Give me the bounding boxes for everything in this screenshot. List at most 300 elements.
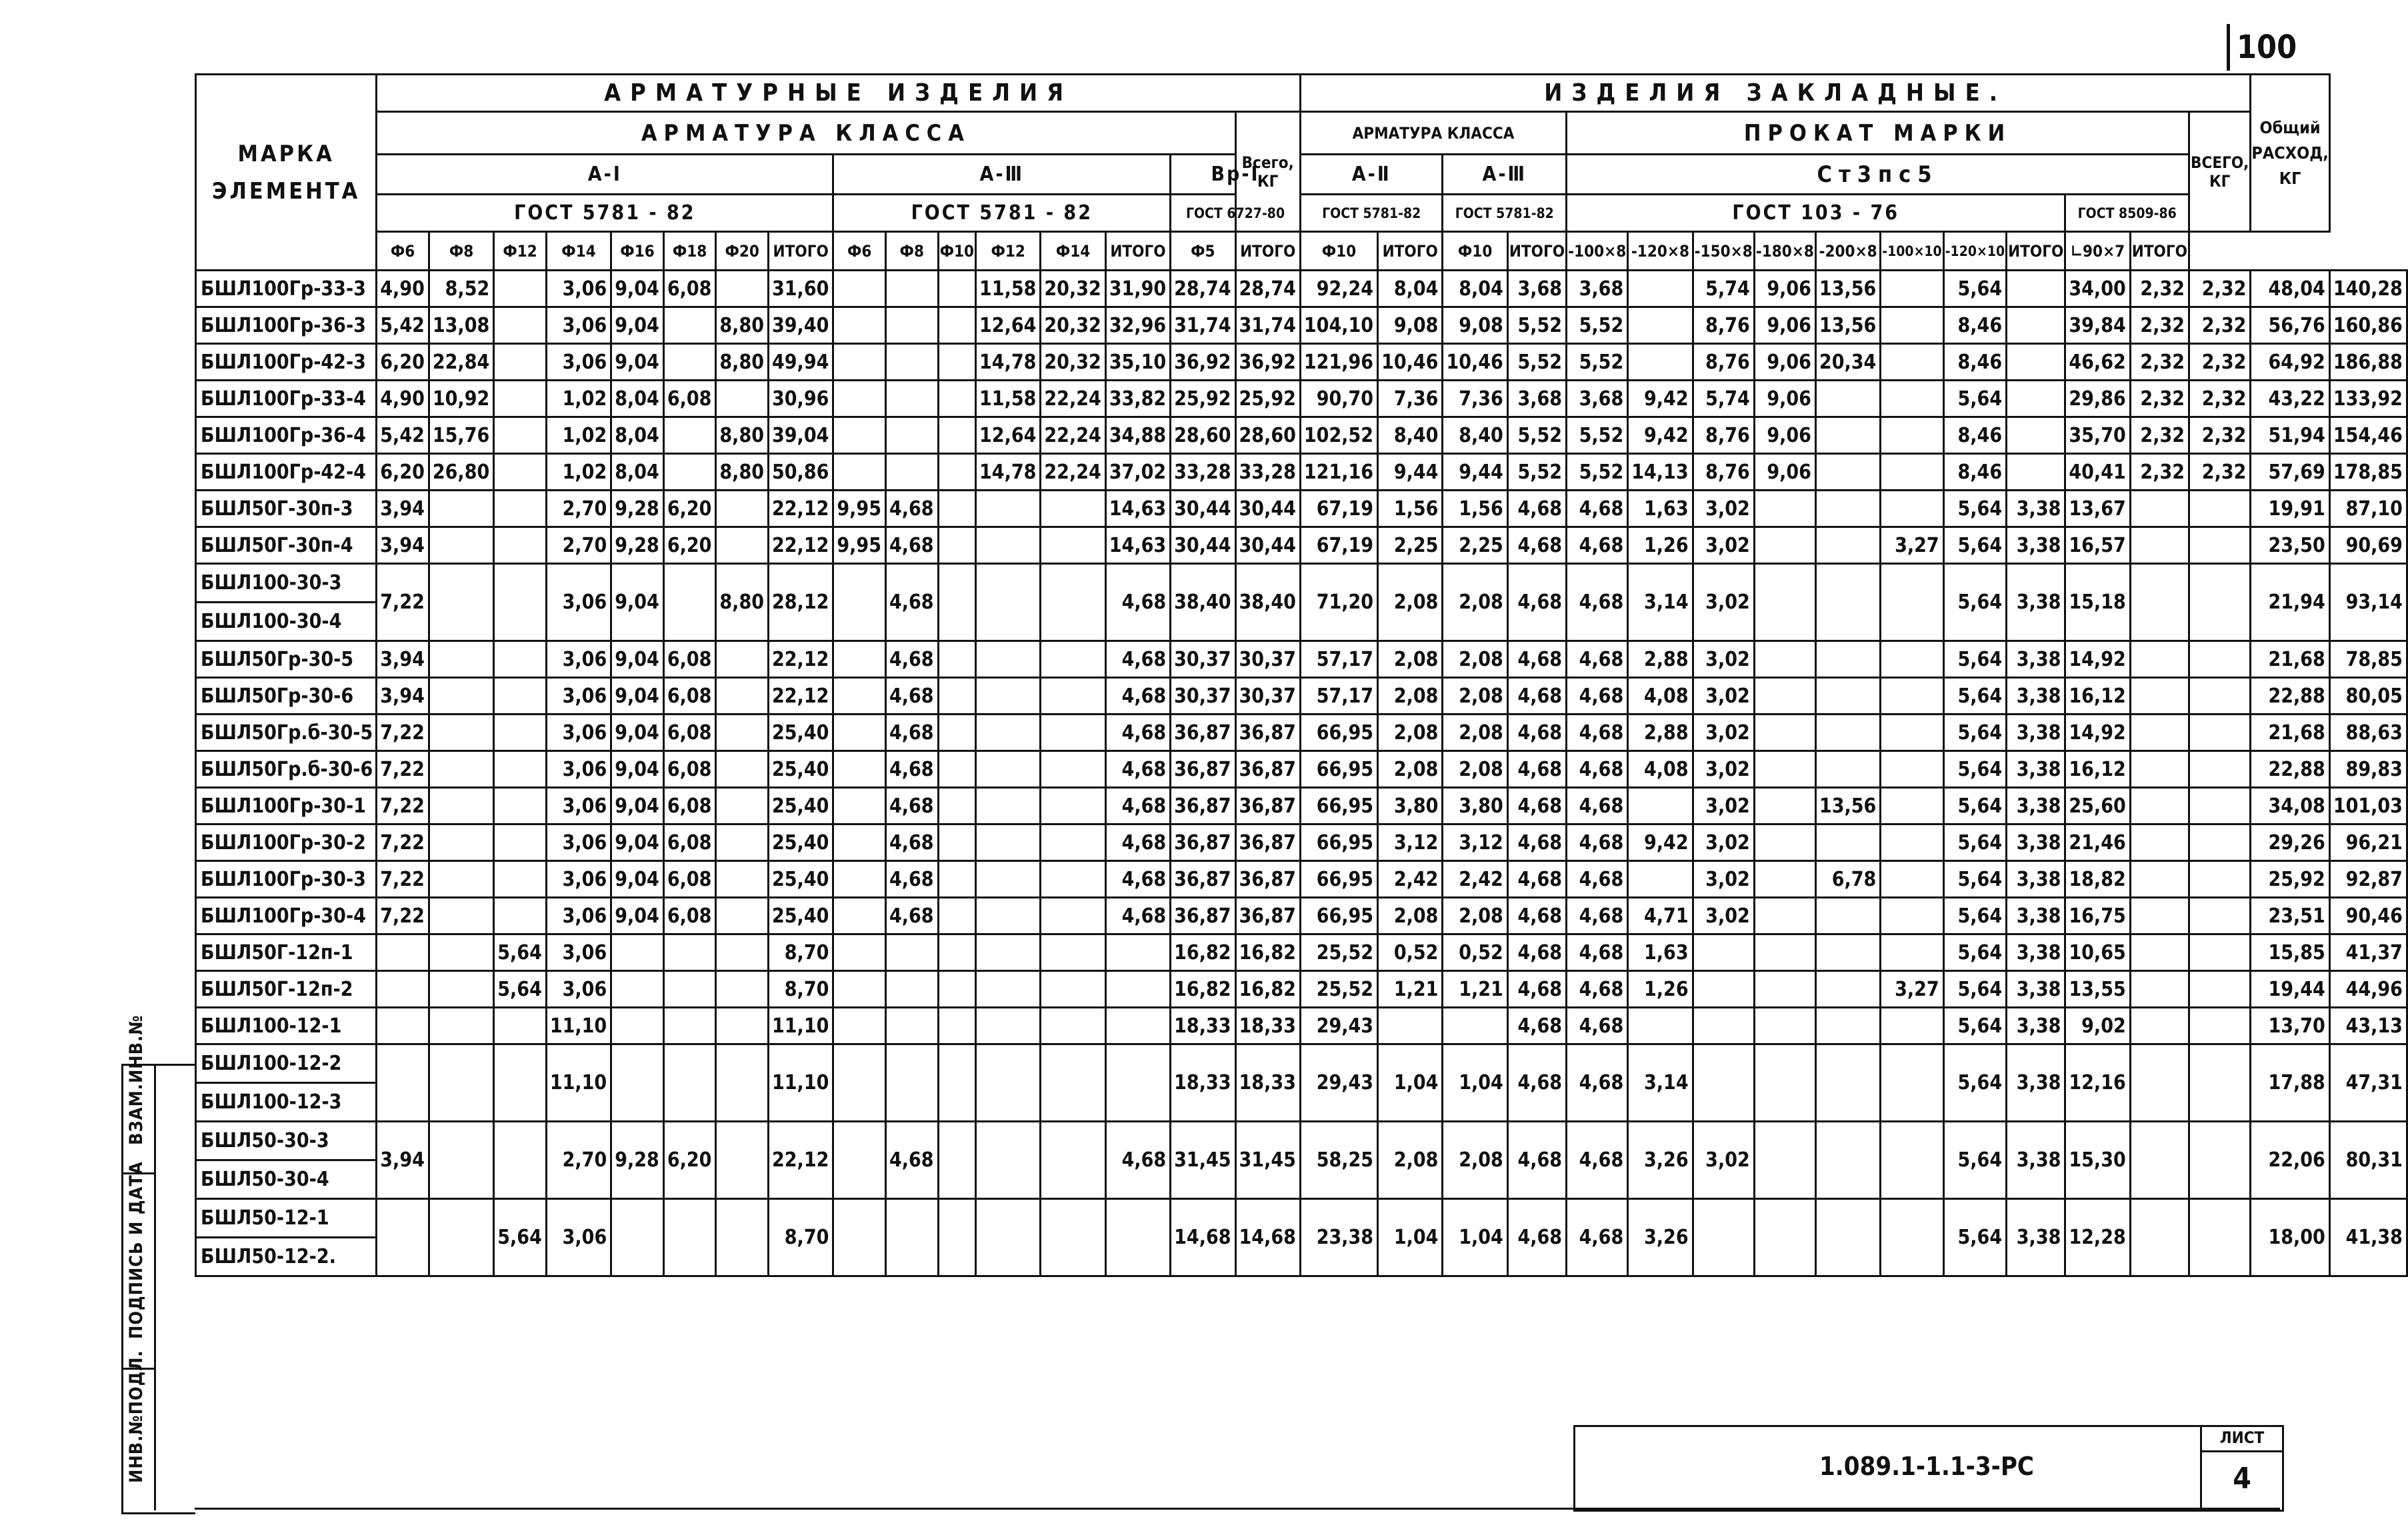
column-header: Ф8 <box>429 232 493 271</box>
cell-value <box>429 491 493 527</box>
cell-value: 8,80 <box>716 417 769 454</box>
cell-value: 5,64 <box>1943 381 2006 417</box>
cell-value: 9,06 <box>1754 307 1815 344</box>
cell-value <box>885 971 938 1008</box>
cell-value <box>716 861 769 898</box>
cell-value <box>494 861 547 898</box>
cell-value: 7,22 <box>377 751 429 788</box>
cell-value: 4,68 <box>1567 678 1628 715</box>
cell-value: 38,40 <box>1235 564 1300 641</box>
cell-value <box>2007 454 2065 491</box>
element-mark: БШЛ100Гр-33-3 <box>196 271 377 307</box>
cell-value: 140,28 <box>2329 271 2407 307</box>
cell-value <box>716 491 769 527</box>
cell-value: 2,32 <box>2130 271 2189 307</box>
cell-value: 29,43 <box>1300 1008 1377 1044</box>
cell-value: 5,42 <box>377 417 429 454</box>
cell-value: 2,08 <box>1378 678 1443 715</box>
cell-value: 22,12 <box>769 491 833 527</box>
cell-value <box>1041 491 1105 527</box>
cell-value <box>2130 1122 2189 1199</box>
cell-value <box>1754 715 1815 751</box>
cell-value: 23,50 <box>2251 527 2329 564</box>
cell-value: 2,32 <box>2189 344 2251 381</box>
cell-value <box>976 824 1041 861</box>
column-header: ∟90×7 <box>2065 232 2130 271</box>
cell-value: 8,46 <box>1943 307 2006 344</box>
cell-value <box>1815 454 1880 491</box>
cell-value: 22,24 <box>1041 454 1105 491</box>
cell-value <box>1041 788 1105 824</box>
cell-value: 33,28 <box>1235 454 1300 491</box>
cell-value: 3,12 <box>1378 824 1443 861</box>
cell-value <box>611 1008 664 1044</box>
cell-value: 0,52 <box>1443 934 1507 971</box>
cell-value: 3,68 <box>1567 381 1628 417</box>
cell-value: 4,68 <box>1567 751 1628 788</box>
cell-value <box>1628 344 1693 381</box>
cell-value <box>494 1044 547 1122</box>
cell-value: 4,68 <box>885 861 938 898</box>
cell-value: 28,60 <box>1171 417 1235 454</box>
cell-value: 36,87 <box>1235 861 1300 898</box>
sheet-label: ЛИСТ <box>2202 1425 2282 1452</box>
cell-value: 9,04 <box>611 788 664 824</box>
cell-value <box>938 307 975 344</box>
cell-value: 2,08 <box>1443 898 1507 934</box>
cell-value <box>1754 861 1815 898</box>
cell-value: 13,08 <box>429 307 493 344</box>
cell-value <box>938 861 975 898</box>
cell-value: 1,63 <box>1628 934 1693 971</box>
cell-value: 1,04 <box>1378 1044 1443 1122</box>
cell-value: 25,40 <box>769 751 833 788</box>
cell-value <box>716 934 769 971</box>
cell-value <box>716 1044 769 1122</box>
cell-value <box>1041 1008 1105 1044</box>
cell-value: 21,68 <box>2251 715 2329 751</box>
cell-value: 3,38 <box>2007 564 2065 641</box>
cell-value <box>885 417 938 454</box>
element-mark: БШЛ50Гр-30-6 <box>196 678 377 715</box>
cell-value <box>494 824 547 861</box>
column-header: -100×8 <box>1567 232 1628 271</box>
cell-value: 2,32 <box>2130 417 2189 454</box>
cell-value: 8,04 <box>611 381 664 417</box>
cell-value: 5,64 <box>1943 564 2006 641</box>
cell-value: 13,56 <box>1815 307 1880 344</box>
cell-value: 2,08 <box>1378 564 1443 641</box>
cell-value: 160,86 <box>2329 307 2407 344</box>
cell-value: 4,68 <box>1105 678 1170 715</box>
cell-value: 9,04 <box>611 715 664 751</box>
cell-value: 11,58 <box>976 381 1041 417</box>
cell-value: 16,82 <box>1171 971 1235 1008</box>
element-mark: БШЛ50Г-12п-2 <box>196 971 377 1008</box>
cell-value: 4,90 <box>377 381 429 417</box>
element-mark: БШЛ50Г-30п-3 <box>196 491 377 527</box>
cell-value: 4,68 <box>1567 1008 1628 1044</box>
cell-value: 3,02 <box>1693 898 1754 934</box>
cell-value <box>1881 715 1943 751</box>
column-header: ИТОГО <box>1105 232 1170 271</box>
cell-value <box>663 1008 716 1044</box>
cell-value: 3,06 <box>546 678 611 715</box>
cell-value <box>938 934 975 971</box>
cell-value: 66,95 <box>1300 898 1377 934</box>
element-mark: БШЛ100-12-3 <box>196 1083 377 1122</box>
cell-value: 30,37 <box>1235 641 1300 678</box>
cell-value: 4,68 <box>885 788 938 824</box>
cell-value: 6,20 <box>377 454 429 491</box>
cell-value: 133,92 <box>2329 381 2407 417</box>
cell-value: 36,87 <box>1235 715 1300 751</box>
cell-value: 36,87 <box>1171 788 1235 824</box>
cell-value: 5,52 <box>1507 344 1566 381</box>
cell-value: 10,46 <box>1443 344 1507 381</box>
column-header: Ф10 <box>1443 232 1507 271</box>
cell-value: 5,52 <box>1567 307 1628 344</box>
cell-value: 20,32 <box>1041 271 1105 307</box>
cell-value: 4,68 <box>1507 491 1566 527</box>
cell-value <box>2130 751 2189 788</box>
cell-value: 6,08 <box>663 381 716 417</box>
cell-value: 6,20 <box>663 527 716 564</box>
cell-value: 28,12 <box>769 564 833 641</box>
cell-value <box>494 564 547 641</box>
cell-value: 8,04 <box>1378 271 1443 307</box>
cell-value: 5,52 <box>1567 454 1628 491</box>
cell-value: 4,68 <box>1567 1044 1628 1122</box>
cell-value: 7,22 <box>377 788 429 824</box>
cell-value <box>716 715 769 751</box>
cell-value <box>429 1199 493 1276</box>
cell-value <box>833 344 886 381</box>
cell-value <box>833 641 886 678</box>
cell-value <box>1754 971 1815 1008</box>
cell-value <box>2007 307 2065 344</box>
cell-value: 4,68 <box>1507 861 1566 898</box>
cell-value <box>1754 564 1815 641</box>
cell-value <box>663 307 716 344</box>
cell-value <box>885 271 938 307</box>
cell-value: 16,12 <box>2065 751 2130 788</box>
cell-value: 16,57 <box>2065 527 2130 564</box>
element-mark: БШЛ100Гр-36-3 <box>196 307 377 344</box>
cell-value: 8,46 <box>1943 344 2006 381</box>
cell-value: 4,68 <box>1105 751 1170 788</box>
cell-value: 8,80 <box>716 564 769 641</box>
element-mark: БШЛ50-12-1 <box>196 1199 377 1238</box>
cell-value: 5,64 <box>1943 751 2006 788</box>
cell-value: 2,08 <box>1443 715 1507 751</box>
table-row <box>196 934 2407 971</box>
cell-value: 2,25 <box>1378 527 1443 564</box>
cell-value: 4,68 <box>1507 527 1566 564</box>
cell-value <box>976 527 1041 564</box>
cell-value <box>1881 417 1943 454</box>
cell-value <box>938 491 975 527</box>
cell-value <box>2189 1199 2251 1276</box>
cell-value: 15,18 <box>2065 564 2130 641</box>
cell-value: 3,27 <box>1881 527 1943 564</box>
cell-value: 4,68 <box>1105 564 1170 641</box>
cell-value: 1,02 <box>546 381 611 417</box>
element-mark: БШЛ100Гр-30-1 <box>196 788 377 824</box>
sheet-box <box>2200 1425 2282 1508</box>
cell-value: 5,64 <box>1943 971 2006 1008</box>
cell-value: 2,88 <box>1628 715 1693 751</box>
column-header: ИТОГО <box>2130 232 2189 271</box>
cell-value: 2,32 <box>2189 381 2251 417</box>
cell-value <box>976 1044 1041 1122</box>
cell-value <box>1881 307 1943 344</box>
cell-value: 2,70 <box>546 491 611 527</box>
cell-value: 66,95 <box>1300 788 1377 824</box>
cell-value <box>429 898 493 934</box>
cell-value: 14,68 <box>1171 1199 1235 1276</box>
cell-value <box>976 1008 1041 1044</box>
cell-value <box>1693 1044 1754 1122</box>
cell-value: 7,22 <box>377 861 429 898</box>
cell-value <box>1105 1008 1170 1044</box>
cell-value <box>976 861 1041 898</box>
header-gost-a1: ГОСТ 5781 - 82 <box>377 195 833 232</box>
cell-value <box>494 307 547 344</box>
cell-value: 3,02 <box>1693 641 1754 678</box>
column-header: Ф18 <box>663 232 716 271</box>
cell-value: 9,04 <box>611 564 664 641</box>
cell-value <box>885 1044 938 1122</box>
cell-value: 1,26 <box>1628 527 1693 564</box>
cell-value <box>1105 934 1170 971</box>
cell-value: 3,68 <box>1567 271 1628 307</box>
table-row <box>196 715 2407 751</box>
cell-value: 3,14 <box>1628 564 1693 641</box>
cell-value: 3,06 <box>546 271 611 307</box>
cell-value: 66,95 <box>1300 861 1377 898</box>
element-mark: БШЛ50-12-2. <box>196 1238 377 1276</box>
cell-value: 6,08 <box>663 715 716 751</box>
cell-value <box>938 751 975 788</box>
element-mark: БШЛ100Гр-36-4 <box>196 417 377 454</box>
column-header: Ф5 <box>1171 232 1235 271</box>
cell-value <box>833 898 886 934</box>
cell-value <box>716 271 769 307</box>
cell-value <box>976 1199 1041 1276</box>
cell-value: 9,44 <box>1378 454 1443 491</box>
cell-value <box>2130 715 2189 751</box>
cell-value: 1,21 <box>1443 971 1507 1008</box>
cell-value <box>1041 934 1105 971</box>
cell-value <box>716 788 769 824</box>
cell-value: 31,60 <box>769 271 833 307</box>
cell-value <box>1881 1199 1943 1276</box>
cell-value <box>1378 1008 1443 1044</box>
cell-value: 6,08 <box>663 678 716 715</box>
cell-value: 25,40 <box>769 861 833 898</box>
cell-value: 4,68 <box>885 527 938 564</box>
cell-value: 4,68 <box>1567 788 1628 824</box>
cell-value: 1,02 <box>546 454 611 491</box>
header-gost-8509: ГОСТ 8509-86 <box>2065 195 2189 232</box>
cell-value <box>1815 417 1880 454</box>
cell-value: 22,12 <box>769 527 833 564</box>
cell-value <box>1041 971 1105 1008</box>
cell-value: 89,83 <box>2329 751 2407 788</box>
cell-value: 3,38 <box>2007 934 2065 971</box>
cell-value: 3,06 <box>546 971 611 1008</box>
cell-value: 43,22 <box>2251 381 2329 417</box>
cell-value: 1,04 <box>1443 1199 1507 1276</box>
cell-value: 36,87 <box>1235 898 1300 934</box>
cell-value: 1,26 <box>1628 971 1693 1008</box>
cell-value: 9,06 <box>1754 454 1815 491</box>
cell-value: 25,60 <box>2065 788 2130 824</box>
element-mark: БШЛ50-30-3 <box>196 1122 377 1160</box>
cell-value <box>2130 824 2189 861</box>
cell-value <box>938 1122 975 1199</box>
cell-value: 44,96 <box>2329 971 2407 1008</box>
sheet-number: 4 <box>2233 1462 2251 1496</box>
cell-value: 14,63 <box>1105 527 1170 564</box>
cell-value: 4,68 <box>1567 1199 1628 1276</box>
cell-value <box>833 934 886 971</box>
column-header: -150×8 <box>1693 232 1754 271</box>
column-header: Ф20 <box>716 232 769 271</box>
table-row <box>196 417 2407 454</box>
cell-value: 2,08 <box>1378 641 1443 678</box>
cell-value: 4,68 <box>885 564 938 641</box>
cell-value <box>663 564 716 641</box>
cell-value: 7,36 <box>1378 381 1443 417</box>
cell-value <box>1881 678 1943 715</box>
cell-value <box>938 527 975 564</box>
cell-value <box>663 1199 716 1276</box>
cell-value: 178,85 <box>2329 454 2407 491</box>
cell-value <box>429 934 493 971</box>
column-header: ИТОГО <box>1235 232 1300 271</box>
cell-value: 4,68 <box>1507 788 1566 824</box>
cell-value: 3,94 <box>377 1122 429 1199</box>
cell-value <box>1443 1008 1507 1044</box>
cell-value <box>1754 788 1815 824</box>
cell-value <box>976 898 1041 934</box>
cell-value: 3,06 <box>546 824 611 861</box>
cell-value: 25,92 <box>1235 381 1300 417</box>
cell-value: 21,46 <box>2065 824 2130 861</box>
cell-value: 2,08 <box>1443 641 1507 678</box>
cell-value <box>938 344 975 381</box>
cell-value: 0,52 <box>1378 934 1443 971</box>
cell-value: 2,32 <box>2130 307 2189 344</box>
cell-value: 6,08 <box>663 898 716 934</box>
column-header: -120×8 <box>1628 232 1693 271</box>
table-body <box>196 271 2407 1276</box>
cell-value: 4,68 <box>1567 898 1628 934</box>
cell-value <box>833 1122 886 1199</box>
cell-value: 121,16 <box>1300 454 1377 491</box>
cell-value: 25,92 <box>2251 861 2329 898</box>
cell-value: 9,06 <box>1754 417 1815 454</box>
cell-value: 9,42 <box>1628 381 1693 417</box>
cell-value: 4,68 <box>1567 641 1628 678</box>
cell-value <box>2189 861 2251 898</box>
cell-value <box>1105 1044 1170 1122</box>
cell-value <box>663 417 716 454</box>
cell-value: 36,87 <box>1171 824 1235 861</box>
cell-value: 4,68 <box>885 751 938 788</box>
cell-value <box>494 344 547 381</box>
cell-value <box>2189 788 2251 824</box>
cell-value: 3,06 <box>546 564 611 641</box>
cell-value <box>1754 934 1815 971</box>
cell-value: 30,37 <box>1171 678 1235 715</box>
cell-value <box>1693 1008 1754 1044</box>
cell-value: 5,64 <box>494 971 547 1008</box>
cell-value: 90,46 <box>2329 898 2407 934</box>
cell-value: 8,40 <box>1378 417 1443 454</box>
cell-value: 3,02 <box>1693 678 1754 715</box>
cell-value <box>494 1122 547 1199</box>
cell-value: 3,38 <box>2007 527 2065 564</box>
cell-value <box>1041 1122 1105 1199</box>
cell-value <box>938 678 975 715</box>
cell-value: 2,08 <box>1378 898 1443 934</box>
cell-value: 5,42 <box>377 307 429 344</box>
cell-value <box>494 788 547 824</box>
cell-value <box>716 751 769 788</box>
cell-value <box>1754 678 1815 715</box>
cell-value: 4,68 <box>1567 971 1628 1008</box>
cell-value: 8,52 <box>429 271 493 307</box>
cell-value: 93,14 <box>2329 564 2407 641</box>
cell-value <box>377 1008 429 1044</box>
header-class-a1: А-Ⅰ <box>377 155 833 195</box>
cell-value <box>429 678 493 715</box>
cell-value <box>429 641 493 678</box>
cell-value: 37,02 <box>1105 454 1170 491</box>
cell-value <box>1041 678 1105 715</box>
cell-value <box>1815 751 1880 788</box>
cell-value: 4,68 <box>1507 971 1566 1008</box>
cell-value: 4,68 <box>885 491 938 527</box>
cell-value <box>429 715 493 751</box>
cell-value <box>1041 861 1105 898</box>
cell-value: 9,04 <box>611 641 664 678</box>
cell-value <box>885 344 938 381</box>
cell-value <box>885 1008 938 1044</box>
cell-value <box>377 1044 429 1122</box>
cell-value: 3,80 <box>1443 788 1507 824</box>
cell-value: 9,42 <box>1628 824 1693 861</box>
cell-value: 12,16 <box>2065 1044 2130 1122</box>
cell-value: 7,22 <box>377 824 429 861</box>
cell-value <box>1815 1199 1880 1276</box>
cell-value <box>494 417 547 454</box>
cell-value <box>1815 641 1880 678</box>
column-header: -100×10 <box>1881 232 1943 271</box>
cell-value: 3,27 <box>1881 971 1943 1008</box>
stamp-vzam-inv: ВЗАМ.ИНВ.№ <box>126 1014 147 1145</box>
cell-value <box>1815 491 1880 527</box>
cell-value: 3,38 <box>2007 715 2065 751</box>
cell-value: 35,70 <box>2065 417 2130 454</box>
column-header: Ф16 <box>611 232 664 271</box>
cell-value: 22,12 <box>769 1122 833 1199</box>
cell-value <box>716 1122 769 1199</box>
cell-value: 31,45 <box>1235 1122 1300 1199</box>
